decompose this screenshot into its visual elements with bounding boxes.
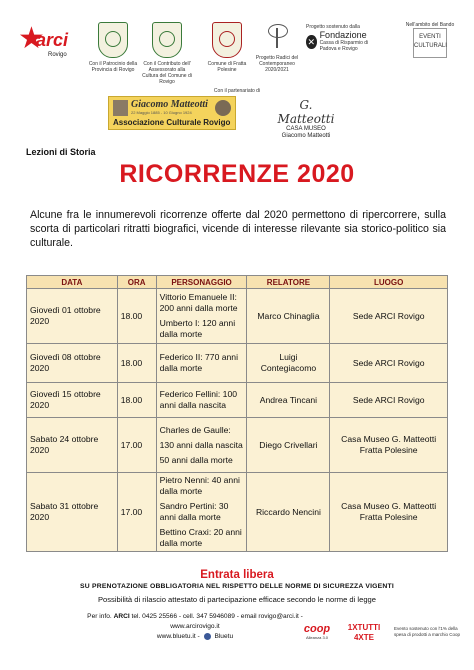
footer — [0, 608, 474, 670]
personaggio-entry: Bettino Craxi: 20 anni dalla morte — [159, 527, 242, 548]
provincia-caption: Con il Patrocinio della Provincia di Rovigo — [88, 61, 138, 73]
fondazione-logo — [306, 24, 386, 52]
arci-logo-word: arci — [36, 30, 69, 50]
table-row — [27, 473, 448, 552]
cell-relatore: Marco Chinaglia — [247, 289, 330, 344]
star-icon: ★ — [18, 22, 45, 55]
header-ora: ORA — [117, 276, 156, 289]
personaggio-entry: Pietro Nenni: 40 anni dalla morte — [159, 475, 240, 496]
cell-luogo: Casa Museo G. Matteotti Fratta Polesine — [330, 473, 448, 552]
bluetu-link[interactable]: www.bluetu.it - — [156, 633, 200, 640]
matteotti-assoc: Associazione Culturale Rovigo — [113, 118, 231, 127]
personaggio-entry: Umberto I: 120 anni dalla morte — [159, 318, 236, 339]
portrait-icon — [113, 100, 128, 116]
arci-logo-sub: Rovigo — [48, 52, 67, 58]
facebook-icon — [204, 633, 211, 640]
fondazione-name: Fondazione — [319, 30, 367, 40]
eventi-top: Nell'ambito del Bando — [405, 22, 455, 28]
fratta-crest-icon — [212, 22, 242, 58]
personaggio-entry: 130 anni dalla nascita — [159, 439, 243, 450]
cell-personaggio — [156, 418, 247, 473]
provincia-crest-icon — [98, 22, 128, 58]
comune-rovigo-caption: Con il Contributo dell' Assessorato alla Cultura del Comune di Rovigo — [142, 61, 192, 85]
cell-luogo: Sede ARCI Rovigo — [330, 289, 448, 344]
page-title: RICORRENZE 2020 — [119, 160, 355, 188]
logo-row — [0, 8, 474, 100]
intro-paragraph: Alcune fra le innumerevoli ricorrenze offerte dal 2020 permettono di ripercorrere, sulla scorta di particolari ritratti biografici, vicende di interesse rilevante sia storico-politico sia culturale. — [30, 209, 446, 249]
table-header-row — [27, 276, 448, 289]
casa-museo-label1: CASA MUSEO — [286, 126, 326, 132]
fondazione-top: Progetto sostenuto dalla — [306, 24, 360, 30]
personaggio-entry: Federico II: 770 anni dalla morte — [159, 352, 238, 373]
eventi-badge: EVENTI CULTURALI — [413, 28, 447, 58]
cell-ora: 17.00 — [117, 473, 156, 552]
coop-word: coop — [303, 623, 331, 635]
contact-details: tel. 0425 25566 - cell. 347 5946089 - email rovigo@arci.it - www.arcirovigo.it — [131, 613, 303, 630]
table-row — [27, 344, 448, 383]
casa-museo-label2: Giacomo Matteotti — [281, 133, 331, 139]
cell-personaggio — [156, 473, 247, 552]
radici-caption: Progetto Radici del Contemporaneo 2020/2021 — [255, 55, 299, 73]
contact-prefix: Per info. — [87, 613, 112, 620]
cell-personaggio — [156, 289, 247, 344]
entrata-libera: Entrata libera — [200, 569, 274, 581]
cell-data: Giovedì 08 ottobre 2020 — [27, 344, 118, 383]
attestato-notice: Possibilità di rilascio attestato di partecipazione efficace secondo le norme di legge — [97, 595, 377, 604]
cell-data: Giovedì 01 ottobre 2020 — [27, 289, 118, 344]
personaggio-entry: Vittorio Emanuele II: 200 anni dalla morte — [159, 292, 238, 313]
table-row — [27, 418, 448, 473]
fondazione-mark-icon: ✕ — [307, 37, 316, 47]
header-data: DATA — [27, 276, 118, 289]
cell-data: Sabato 31 ottobre 2020 — [27, 473, 118, 552]
personaggio-entry: Sandro Pertini: 30 anni dalla morte — [159, 501, 229, 522]
evento-sostenuto: Evento sostenuto con l'1% della spesa di prodotti a marchio Coop — [394, 626, 461, 637]
fondazione-sub: Cassa di Risparmio di Padova e Rovigo — [319, 40, 369, 52]
header-relatore: RELATORE — [247, 276, 330, 289]
tree-icon — [266, 24, 288, 52]
matteotti-dates: 22 Maggio 1885 - 10 Giugno 1924 — [131, 110, 192, 115]
portrait-photo-icon — [215, 100, 231, 116]
cell-luogo: Casa Museo G. Matteotti Fratta Polesine — [330, 418, 448, 473]
casa-museo-signature: G. Matteotti — [277, 98, 335, 126]
comune-rovigo-crest-icon — [152, 22, 182, 58]
coop-sub: Alleanza 3.0 — [305, 635, 328, 640]
table-row — [27, 383, 448, 418]
cell-ora: 18.00 — [117, 344, 156, 383]
radici-logo — [252, 24, 302, 73]
cell-ora: 18.00 — [117, 289, 156, 344]
tutti-logo: 1XTUTTI 4XTE — [347, 623, 381, 642]
section-title: Lezioni di Storia — [26, 147, 96, 157]
arci-logo — [18, 24, 72, 64]
casa-museo-logo — [276, 98, 336, 139]
cell-luogo: Sede ARCI Rovigo — [330, 344, 448, 383]
comune-rovigo-logo — [140, 22, 194, 85]
cell-ora: 18.00 — [117, 383, 156, 418]
cell-relatore: Andrea Tincani — [247, 383, 330, 418]
cell-relatore: Diego Crivellari — [247, 418, 330, 473]
contact-info — [70, 612, 320, 642]
cell-personaggio — [156, 383, 247, 418]
cell-data: Sabato 24 ottobre 2020 — [27, 418, 118, 473]
provincia-logo — [88, 22, 138, 73]
matteotti-name: Giacomo Matteotti — [131, 99, 208, 110]
table-row — [27, 289, 448, 344]
fratta-caption: Comune di Fratta Polesine — [207, 61, 247, 73]
prenotazione-notice: SU PRENOTAZIONE OBBLIGATORIA NEL RISPETTO DELLE NORME DI SICUREZZA VIGENTI — [80, 583, 394, 590]
personaggio-entry: Charles de Gaulle: — [159, 424, 231, 435]
cell-relatore: Riccardo Nencini — [247, 473, 330, 552]
cell-personaggio — [156, 344, 247, 383]
personaggio-entry: Federico Fellini: 100 anni dalla nascita — [159, 389, 238, 410]
header-personaggio: PERSONAGGIO — [156, 276, 247, 289]
cell-relatore: Luigi Contegiacomo — [247, 344, 330, 383]
cell-luogo: Sede ARCI Rovigo — [330, 383, 448, 418]
eventi-logo — [402, 22, 458, 58]
schedule-table — [26, 275, 448, 552]
contact-org: ARCI — [113, 613, 130, 620]
fratta-logo — [204, 22, 250, 73]
cell-data: Giovedì 15 ottobre 2020 — [27, 383, 118, 418]
personaggio-entry: 50 anni dalla morte — [159, 454, 233, 465]
coop-logo — [303, 623, 331, 645]
partner-label: Con il partenariato di — [213, 88, 261, 94]
header-luogo: LUOGO — [330, 276, 448, 289]
cell-ora: 17.00 — [117, 418, 156, 473]
bluetu-facebook[interactable]: Bluetu — [214, 633, 234, 640]
matteotti-association-logo — [108, 96, 236, 130]
